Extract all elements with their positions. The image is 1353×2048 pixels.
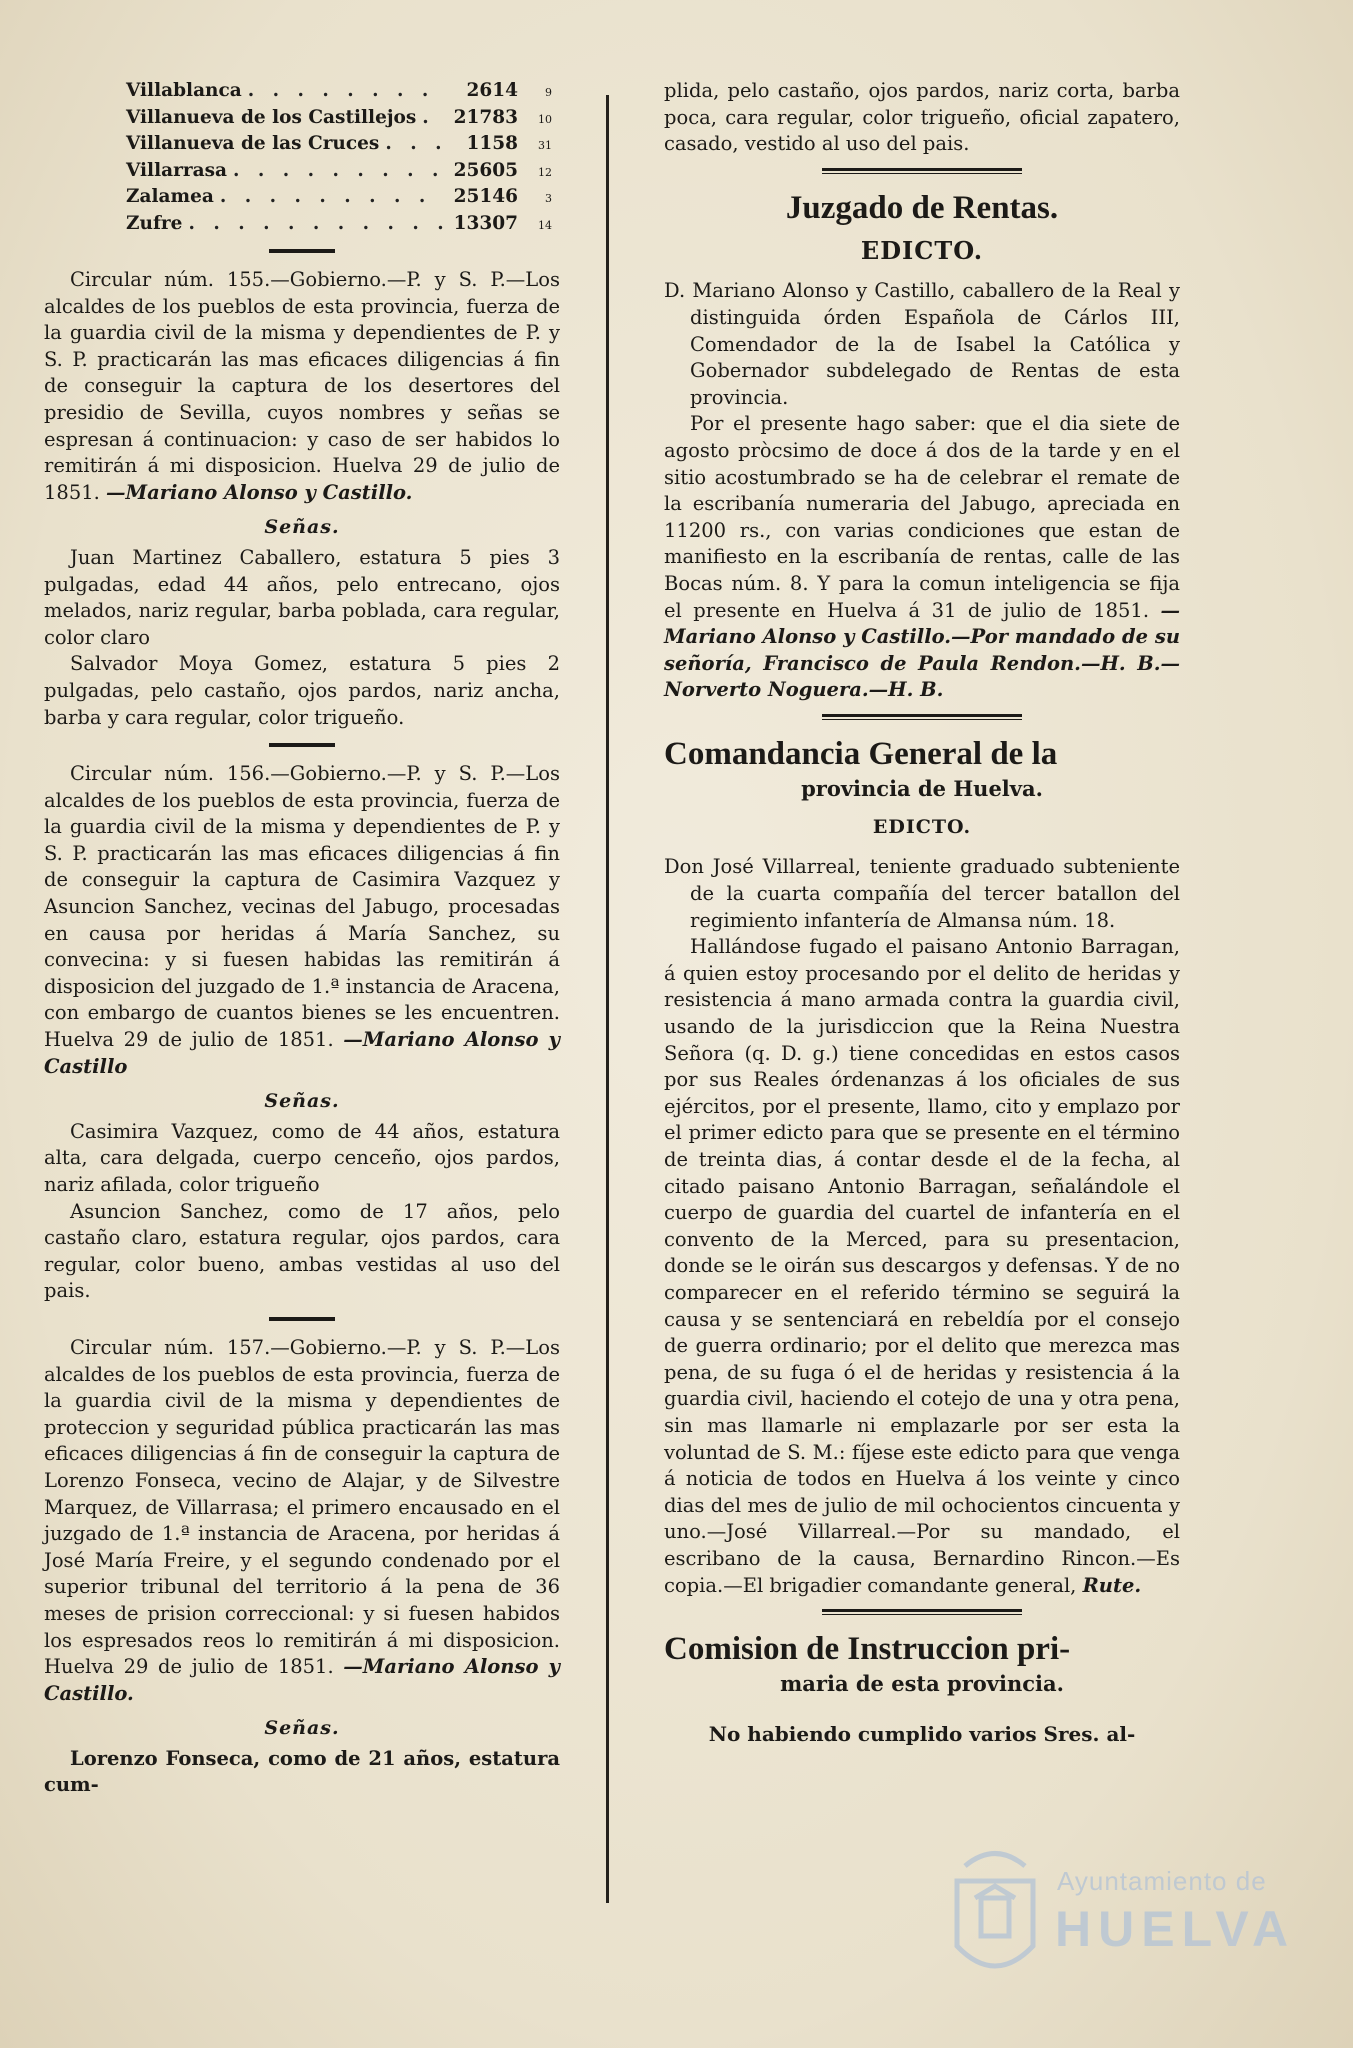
location-name: Villablanca: [126, 80, 242, 101]
location-value: 25146: [453, 186, 518, 207]
locations-table: [126, 78, 552, 237]
edicto-closing: Rute.: [1082, 1573, 1142, 1597]
section-rule: [822, 714, 1022, 720]
person-description: Juan Martinez Caballero, estatura 5 pies 3 pulgadas, edad 44 años, pelo entrecano, ojos melados, nariz regular, barba poblada, cara regular, color claro: [44, 545, 560, 649]
person-description: Lorenzo Fonseca, como de 21 años, estatura cum-: [44, 1746, 560, 1797]
circular-text: Circular núm. 156.—Gobierno.—P. y S. P.—Los alcaldes de los pueblos de esta provincia, fuerza de la guardia civil de la misma y dependientes de P. y S. P. practicarán las mas eficaces diligencias á fin de conseguir la captura de Casimira Vazquez y Asuncion Sanchez, vecinas del Jabugo, procesadas en causa por heridas á María Sanchez, su convecina: y si fuesen habidas las remitirán á disposicion del juzgado de 1.ª instancia de Aracena, con embargo de cuantos bienes se les encuentren. Huelva 29 de julio de 1851.: [44, 762, 560, 1052]
edicto-body: Hallándose fugado el paisano Antonio Barragan, á quien estoy procesando por el delito de heridas y resistencia á mano armada contra la guardia civil, usando de la jurisdiccion que la Reina Nuestra Señora (q. D. g.) tiene concedidas en estos casos por sus Reales órdenanzas á los oficiales de sus ejércitos, por el presente, llamo, cito y emplazo por el primer edicto para que se presente en el término de treinta dias, á contar desde el de la fecha, al citado paisano Antonio Barragan, señalándole el cuerpo de guardia del cuartel de infantería en el convento de la Merced, para su presentacion, donde se le oirán sus descargos y defensas. Y de no comparecer en el referido término se seguirá la causa y se sentenciará en rebeldía por el consejo de guerra ordinario; por el delito que merezca mas pena, de su fuga ó el de heridas y resistencia á la guardia civil, haciendo el cotejo de una y otra pena, sin mas llamarle ni emplazarle por ser esta la voluntad de S. M.: fíjese este edicto para que venga á noticia de todos en Huelva á los veinte y cinco dias del mes de julio de mil ochocientos cincuenta y uno.—José Villarreal.—Por su mandado, el escribano de la causa, Bernardino Rincon.—Es copia.—El brigadier comandante general,: [664, 935, 1180, 1597]
person-description: Asuncion Sanchez, como de 17 años, pelo castaño claro, estatura regular, ojos pardos, cara regular, color bueno, ambas vestidas al uso del pais.: [44, 1199, 560, 1303]
edicto-heading: EDICTO.: [860, 235, 984, 265]
location-row: [126, 184, 552, 211]
location-name: Zalamea: [126, 186, 214, 207]
location-note: 12: [538, 165, 552, 179]
section-title: Juzgado de Rentas.: [785, 189, 1059, 226]
leader-dots: [242, 78, 444, 105]
circular-signature: —Mariano Alonso y Castillo: [44, 1028, 560, 1078]
leader-dots: [227, 158, 444, 185]
section-title: Comandancia General de la: [664, 735, 1058, 772]
location-note: 10: [538, 112, 552, 126]
section-subtitle: provincia de Huelva.: [801, 775, 1043, 801]
location-name: Zufre: [126, 212, 183, 234]
watermark-line1: Ayuntamiento de: [1057, 1866, 1267, 1896]
leader-dots: [416, 105, 444, 132]
shield-icon: [945, 1836, 1045, 1986]
location-name: Villanueva de los Castillejos: [126, 106, 417, 128]
location-value: 2614: [466, 80, 518, 101]
location-value: 1158: [466, 133, 518, 154]
edicto-intro: Don José Villarreal, teniente graduado subteniente de la cuarta compañía del tercer batallon del regimiento infantería de Almansa núm. 18.: [664, 855, 1180, 932]
circular-156: [44, 761, 560, 1305]
ayuntamiento-watermark: [945, 1836, 1296, 1986]
location-row: [126, 105, 552, 132]
section-title: Comision de Instruccion pri-: [664, 1631, 1071, 1668]
location-note: 31: [538, 139, 552, 152]
senas-heading: Señas.: [264, 516, 340, 539]
location-value: 25605: [453, 159, 518, 181]
location-row: [126, 158, 552, 185]
leader-dots: [214, 184, 444, 211]
left-column: [44, 78, 560, 1803]
leader-dots: [182, 211, 444, 238]
location-note: 3: [545, 192, 552, 205]
location-note: 14: [538, 218, 552, 232]
continuation-text: plida, pelo castaño, ojos pardos, nariz corta, barba poca, cara regular, color trigueño, oficial zapatero, casado, vestido al uso del pais.: [664, 79, 1180, 156]
section-rule: [269, 743, 335, 747]
location-value: 13307: [453, 212, 518, 234]
location-row: [126, 211, 552, 238]
senas-heading: Señas.: [264, 1090, 340, 1113]
location-row: [126, 131, 552, 158]
section-rule: [269, 249, 335, 253]
comandancia-section: [664, 734, 1180, 1599]
edicto-intro: D. Mariano Alonso y Castillo, caballero de la Real y distinguida órden Española de Cárlos III, Comendador de la de Isabel la Católica y Gobernador subdelegado de Rentas de esta provincia.: [664, 279, 1180, 409]
location-name: Villarrasa: [126, 159, 227, 181]
edicto-body: Por el presente hago saber: que el dia siete de agosto pròcsimo de doce á dos de la tarde y en el sitio acostumbrado se ha de celebrar el remate de la escribanía numeraria del Jabugo, apreciada en 11200 rs., con varias condiciones que estan de manifiesto en la escribanía de rentas, calle de las Bocas núm. 8. Y para la comun inteligencia se fija el presente en Huelva á 31 de julio de 1851.: [664, 412, 1180, 622]
section-rule: [822, 168, 1022, 174]
watermark-line2: HUELVA: [1055, 1901, 1296, 1957]
circular-text: Circular núm. 157.—Gobierno.—P. y S. P.—Los alcaldes de los pueblos de esta provincia, fuerza de la guardia civil de la misma y dependientes de proteccion y seguridad pública practicarán las mas eficaces diligencias á fin de conseguir la captura de Lorenzo Fonseca, vecino de Alajar, y de Silvestre Marquez, de Villarrasa; el primero encausado en el juzgado de 1.ª instancia de Aracena, por heridas á José María Freire, y el segundo condenado por el superior tribunal del territorio á la pena de 36 meses de prision correccional: y si fuesen habidos los espresados reos lo remitirán á mi disposicion. Huelva 29 de julio de 1851.: [44, 1335, 560, 1679]
circular-signature: —Mariano Alonso y Castillo.: [106, 480, 413, 504]
section-start: No habiendo cumplido varios Sres. al-: [708, 1722, 1136, 1747]
edicto-heading: EDICTO.: [872, 815, 972, 838]
location-value: 21783: [453, 106, 518, 128]
section-rule: [269, 1317, 335, 1321]
column-divider: [606, 95, 609, 1903]
person-description: Casimira Vazquez, como de 44 años, estatura alta, cara delgada, cuerpo cenceño, ojos pardos, nariz afilada, color trigueño: [44, 1119, 560, 1196]
comision-section: [664, 1629, 1180, 1748]
location-row: [126, 78, 552, 105]
section-rule: [822, 1609, 1022, 1615]
leader-dots: [379, 131, 444, 158]
location-name: Villanueva de las Cruces: [126, 133, 380, 154]
circular-text: Circular núm. 155.—Gobierno.—P. y S. P.—Los alcaldes de los pueblos de esta provincia, fuerza de la guardia civil de la misma y dependientes de P. y S. P. practicarán las mas eficaces diligencias á fin de conseguir la captura de los desertores del presidio de Sevilla, cuyos nombres y señas se espresan á continuacion: y caso de ser habidos lo remitirán á mi disposicion. Huelva 29 de julio de 1851.: [44, 268, 560, 504]
right-column: [664, 78, 1180, 1748]
senas-heading: Señas.: [264, 1717, 340, 1740]
juzgado-rentas-section: [664, 188, 1180, 704]
circular-157: [44, 1335, 560, 1799]
circular-155: [44, 267, 560, 731]
location-note: 9: [545, 86, 552, 99]
edicto-signatures: —Mariano Alonso y Castillo.—Por mandado de su señoría, Francisco de Paula Rendon.—H. B.—Norverto Noguera.—H. B.: [664, 598, 1180, 702]
circular-signature: —Mariano Alonso y Castillo.: [44, 1655, 560, 1705]
section-subtitle: maria de esta provincia.: [780, 1671, 1064, 1697]
person-description: Salvador Moya Gomez, estatura 5 pies 2 pulgadas, pelo castaño, ojos pardos, nariz ancha, barba y cara regular, color trigueño.: [44, 652, 560, 729]
